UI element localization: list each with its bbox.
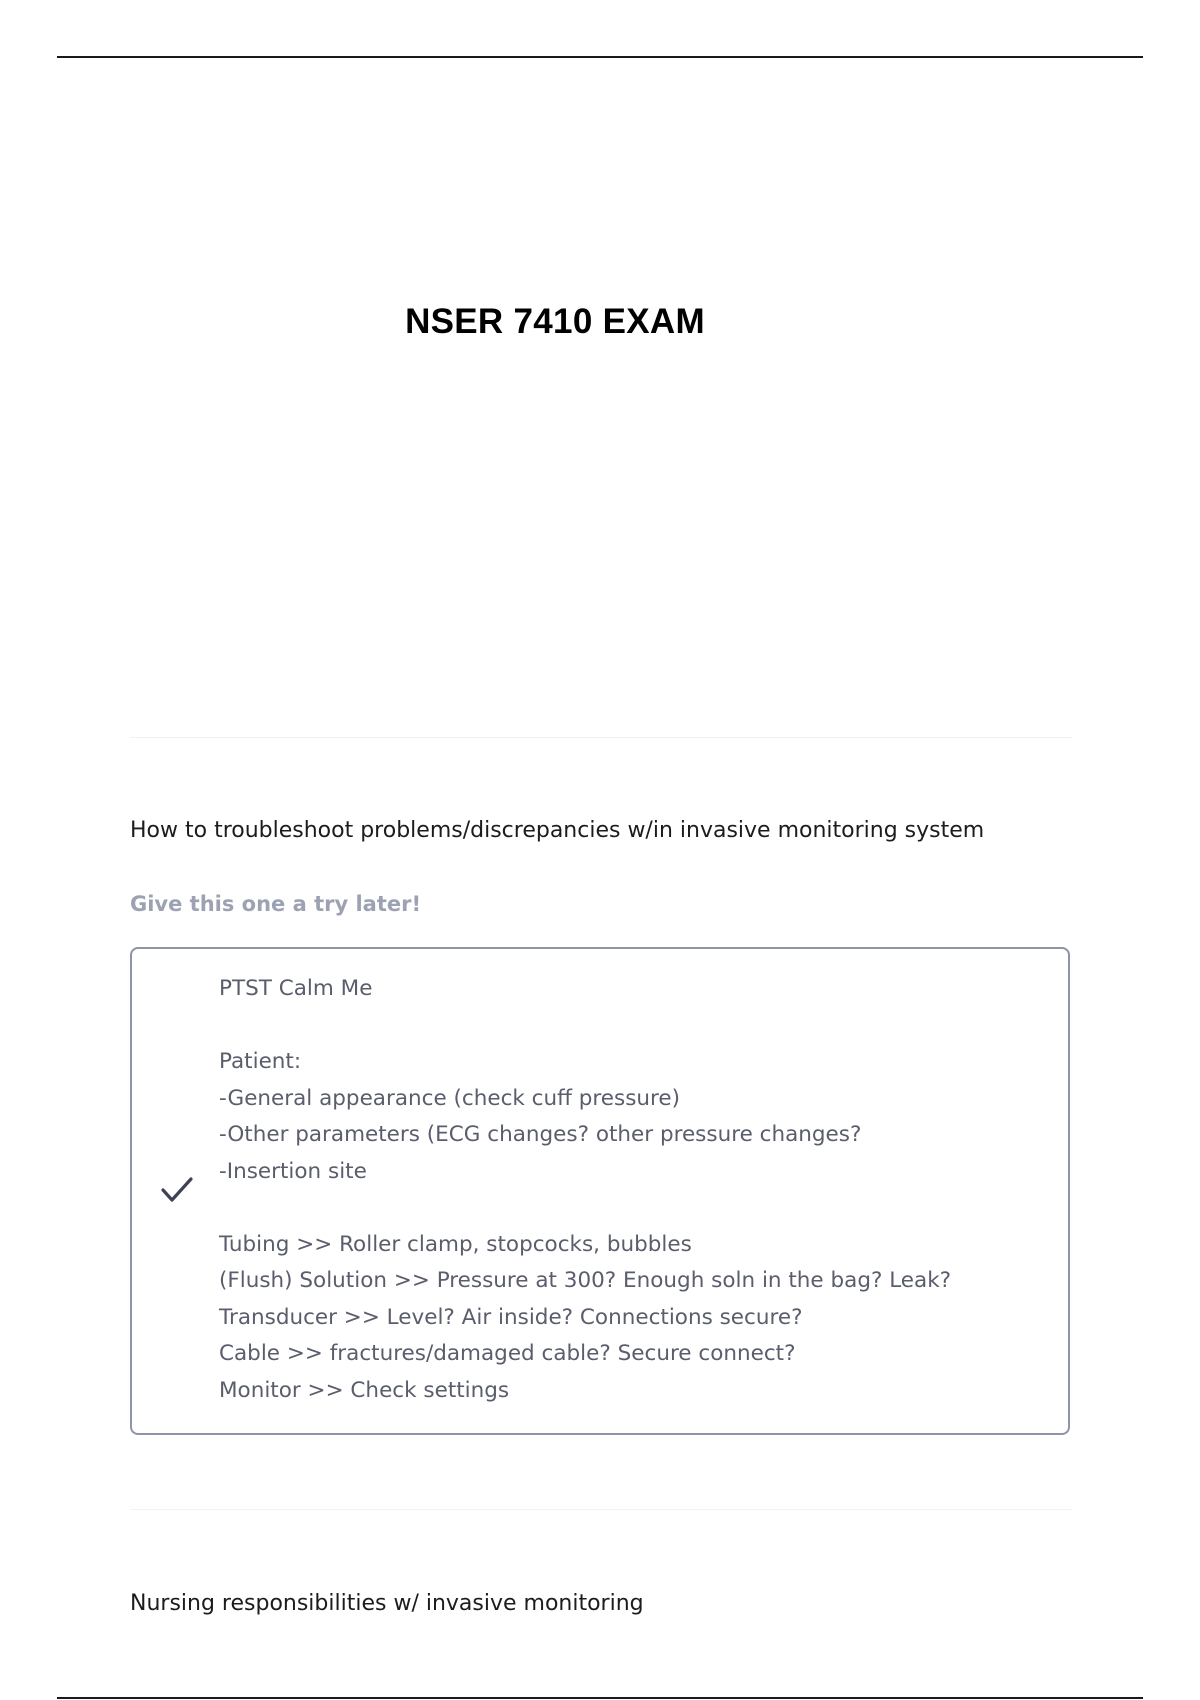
- answer-line: PTST Calm Me: [219, 976, 373, 1001]
- flashcard-question: How to troubleshoot problems/discrepancies w/in invasive monitoring system: [130, 818, 985, 843]
- answer-line: -Insertion site: [219, 1158, 367, 1184]
- answer-line: (Flush) Solution >> Pressure at 300? Enough soln in the bag? Leak?: [219, 1268, 952, 1293]
- answer-text: [219, 971, 951, 1409]
- card-divider: [130, 1509, 1072, 1510]
- answer-card[interactable]: [130, 947, 1070, 1435]
- answer-line: Monitor >> Check settings: [219, 1377, 510, 1403]
- answer-line: Tubing >> Roller clamp, stopcocks, bubbles: [219, 1231, 692, 1257]
- answer-line: Patient:: [219, 1049, 302, 1074]
- page-bottom-rule: [57, 1697, 1143, 1699]
- flashcard-question: Nursing responsibilities w/ invasive monitoring: [130, 1591, 644, 1616]
- document-title: NSER 7410 EXAM: [405, 302, 705, 341]
- card-divider: [130, 737, 1072, 738]
- answer-line: [219, 1190, 951, 1227]
- try-later-hint[interactable]: Give this one a try later!: [130, 892, 422, 916]
- answer-line: Cable >> fractures/damaged cable? Secure connect?: [219, 1341, 796, 1366]
- answer-line: -General appearance (check cuff pressure): [219, 1085, 681, 1111]
- answer-line: [219, 1008, 951, 1045]
- answer-line: Transducer >> Level? Air inside? Connections secure?: [219, 1304, 803, 1330]
- answer-line: -Other parameters (ECG changes? other pressure changes?: [219, 1122, 862, 1147]
- checkmark-icon: [160, 1175, 194, 1205]
- page-top-rule: [57, 56, 1143, 58]
